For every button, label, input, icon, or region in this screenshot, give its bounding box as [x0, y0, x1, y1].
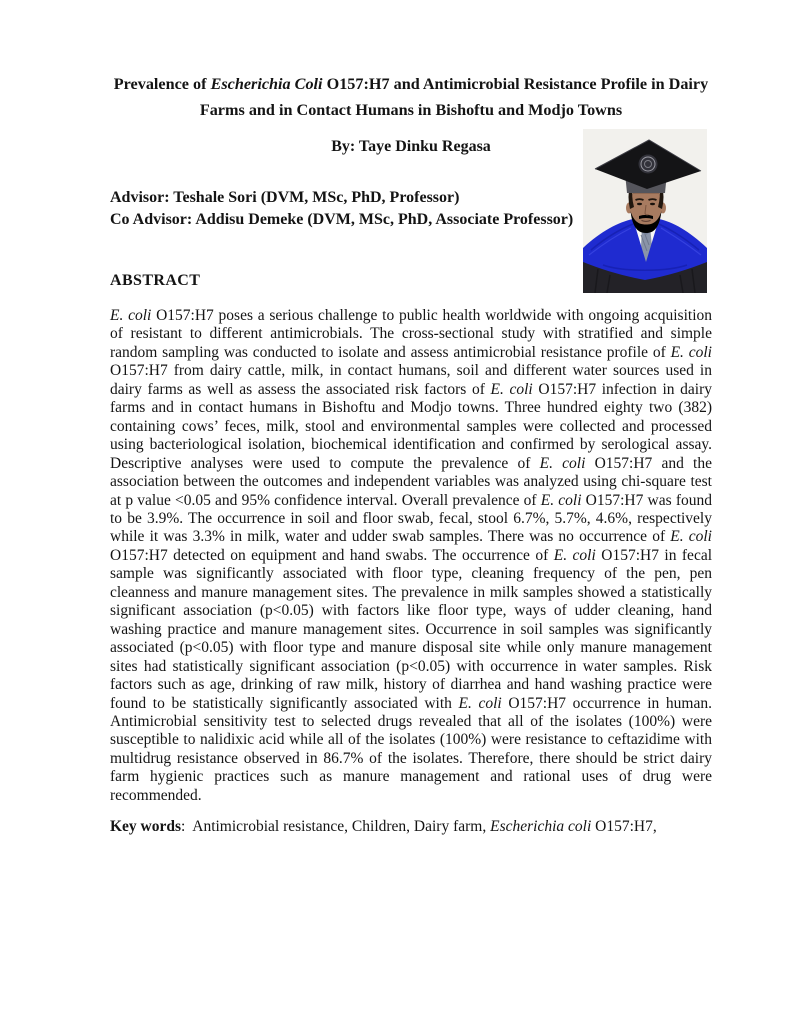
advisor-block: [110, 187, 590, 231]
left-eye: [637, 203, 642, 205]
abstract-heading: ABSTRACT: [110, 272, 201, 289]
graduate-portrait-photo: [583, 129, 707, 293]
co-advisor-line: Co Advisor: Addisu Demeke (DVM, MSc, PhD, Associate Professor): [110, 211, 574, 228]
author-byline: By: Taye Dinku Regasa: [331, 138, 491, 155]
right-eye: [650, 203, 655, 205]
keywords-separator: :: [181, 818, 193, 835]
abstract-paragraph: E. coli O157:H7 poses a serious challenge to public health worldwide with ongoing acquisition of resistant to different antimicrobials. The cross-sectional study with stratified and simple random sampling was conducted to isolate and assess antimicrobial resistance profile of E. coli O157:H7 from dairy cattle, milk, in contact humans, soil and different water sources used in dairy farms as well as assess the associated risk factors of E. coli O157:H7 infection in dairy farms and in contact humans in Bishoftu and Modjo towns. Three hundred eighty two (382) containing cows’ feces, milk, stool and environmental samples were collected and processed using bacteriological isolation, biochemical identification and confirmed by serological assay. Descriptive analyses were used to compute the prevalence of E. coli O157:H7 and the association between the outcomes and independent variables was analyzed using chi-square test at p value <0.05 and 95% confidence interval. Overall prevalence of E. coli O157:H7 was found to be 3.9%. The occurrence in soil and floor swab, fecal, stool 6.7%, 5.7%, 4.6%, respectively while it was 3.3% in milk, water and udder swab samples. There was no occurrence of E. coli O157:H7 detected on equipment and hand swabs. The occurrence of E. coli O157:H7 in fecal sample was significantly associated with floor type, cleaning frequency of the pen, pen cleanness and manure management sites. The prevalence in milk samples showed a statistically significant association (p<0.05) with factors like floor type, ways of udder cleaning, hand washing practice and manure management sites. Occurrence in soil samples was significantly associated (p<0.05) with floor type and manure disposal site while only manure management sites had statistically significant association (p<0.05) with occurrence in water samples. Risk factors such as age, drinking of raw milk, history of diarrhea and hand washing practice were found to be statistically significantly associated with E. coli O157:H7 occurrence in human. Antimicrobial sensitivity test to selected drugs revealed that all of the isolates (100%) were susceptible to nalidixic acid while all of the isolates (100%) were resistance to ceftazidime with multidrug resistance observed in 86.7% of the isolates. Therefore, there should be strict dairy farm hygienic practices such as manure management and rational uses of drug were recommended.: [110, 307, 713, 804]
keywords-list: Antimicrobial resistance, Children, Dairy farm, Escherichia coli O157:H7,: [192, 818, 657, 835]
left-eyebrow: [636, 199, 644, 200]
right-eyebrow: [649, 199, 657, 200]
keywords-label: Key words: [110, 818, 182, 835]
graduate-portrait-drawing: [583, 129, 707, 293]
advisor-line: Advisor: Teshale Sori (DVM, MSc, PhD, Professor): [110, 189, 460, 206]
thesis-title: Prevalence of Escherichia Coli O157:H7 and Antimicrobial Resistance Profile in Dairy Farms and in Contact Humans in Bishoftu and Modjo Towns: [113, 75, 709, 119]
keywords-line: [110, 818, 712, 836]
